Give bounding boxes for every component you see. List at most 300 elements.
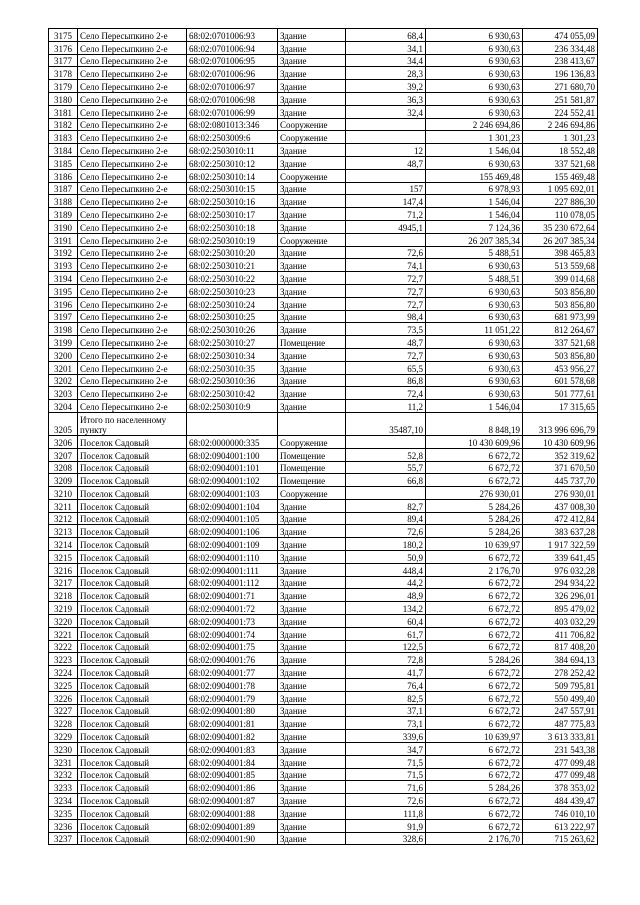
table-row (49, 627, 598, 640)
settlement-cell: Поселок Садовый (78, 717, 187, 730)
unit-value-cell: 1 546,04 (426, 208, 523, 221)
row-number-cell: 3187 (49, 182, 78, 195)
table-row (49, 730, 598, 743)
unit-value-cell: 6 930,63 (426, 284, 523, 297)
unit-value-cell: 6 672,72 (426, 551, 523, 564)
settlement-cell: Село Пересыпкино 2-е (78, 361, 187, 374)
area-cell (346, 233, 426, 246)
row-number-cell: 3175 (49, 29, 78, 42)
area-cell: 28,3 (346, 67, 426, 80)
unit-value-cell: 10 430 609,96 (426, 435, 523, 448)
cadastral-value-cell: 278 252,42 (523, 666, 598, 679)
table-row (49, 195, 598, 208)
settlement-cell: Село Пересыпкино 2-е (78, 92, 187, 105)
cadastral-number-cell: 68:02:0701006:97 (187, 80, 278, 93)
cadastral-value-cell: 384 694,13 (523, 653, 598, 666)
cadastral-value-cell: 236 334,48 (523, 41, 598, 54)
cadastral-value-cell: 251 581,87 (523, 92, 598, 105)
cadastral-value-cell: 403 032,29 (523, 615, 598, 628)
cadastral-value-cell: 238 413,67 (523, 54, 598, 67)
table-row (49, 323, 598, 336)
object-type-cell: Здание (278, 156, 346, 169)
settlement-cell: Село Пересыпкино 2-е (78, 29, 187, 42)
cadastral-number-cell: 68:02:2503010:20 (187, 246, 278, 259)
settlement-cell: Село Пересыпкино 2-е (78, 374, 187, 387)
unit-value-cell: 5 284,26 (426, 653, 523, 666)
row-number-cell: 3202 (49, 374, 78, 387)
settlement-cell: Село Пересыпкино 2-е (78, 387, 187, 400)
unit-value-cell: 5 488,51 (426, 272, 523, 285)
unit-value-cell: 6 930,63 (426, 67, 523, 80)
table-row (49, 336, 598, 349)
table-row (49, 348, 598, 361)
area-cell: 328,6 (346, 832, 426, 845)
cadastral-value-cell: 601 578,68 (523, 374, 598, 387)
area-cell (346, 169, 426, 182)
area-cell: 339,6 (346, 730, 426, 743)
area-cell: 72,7 (346, 272, 426, 285)
row-number-cell: 3193 (49, 259, 78, 272)
object-type-cell: Здание (278, 144, 346, 157)
table-row (49, 538, 598, 551)
unit-value-cell: 6 672,72 (426, 794, 523, 807)
row-number-cell: 3195 (49, 284, 78, 297)
settlement-cell: Поселок Садовый (78, 487, 187, 500)
table-row (49, 653, 598, 666)
table-row (49, 525, 598, 538)
unit-value-cell: 10 639,97 (426, 730, 523, 743)
cadastral-number-cell: 68:02:0904001:85 (187, 768, 278, 781)
area-cell: 4945,1 (346, 220, 426, 233)
table-row (49, 448, 598, 461)
cadastral-number-cell: 68:02:0904001:83 (187, 743, 278, 756)
table-row (49, 576, 598, 589)
row-number-cell: 3217 (49, 576, 78, 589)
unit-value-cell: 10 639,97 (426, 538, 523, 551)
object-type-cell: Здание (278, 615, 346, 628)
area-cell: 44,2 (346, 576, 426, 589)
cadastral-value-cell: 474 055,09 (523, 29, 598, 42)
cadastral-number-cell: 68:02:0904001:71 (187, 589, 278, 602)
area-cell: 32,4 (346, 105, 426, 118)
unit-value-cell: 6 930,63 (426, 54, 523, 67)
area-cell: 86,8 (346, 374, 426, 387)
area-cell: 68,4 (346, 29, 426, 42)
settlement-cell: Село Пересыпкино 2-е (78, 54, 187, 67)
table-row (49, 297, 598, 310)
table-row (49, 704, 598, 717)
settlement-cell: Поселок Садовый (78, 525, 187, 538)
cadastral-value-cell: 613 222,97 (523, 819, 598, 832)
table-row (49, 105, 598, 118)
area-cell: 34,4 (346, 54, 426, 67)
object-type-cell: Здание (278, 361, 346, 374)
area-cell: 36,3 (346, 92, 426, 105)
unit-value-cell: 6 672,72 (426, 717, 523, 730)
object-type-cell: Здание (278, 323, 346, 336)
row-number-cell: 3199 (49, 336, 78, 349)
area-cell: 12 (346, 144, 426, 157)
unit-value-cell: 6 672,72 (426, 679, 523, 692)
area-cell: 91,9 (346, 819, 426, 832)
cadastral-value-cell: 276 930,01 (523, 487, 598, 500)
cadastral-number-cell: 68:02:0904001:84 (187, 755, 278, 768)
area-cell: 72,8 (346, 653, 426, 666)
area-cell (346, 487, 426, 500)
object-type-cell: Здание (278, 208, 346, 221)
cadastral-number-cell: 68:02:2503010:18 (187, 220, 278, 233)
cadastral-value-cell: 3 613 333,81 (523, 730, 598, 743)
cadastral-value-cell: 155 469,48 (523, 169, 598, 182)
unit-value-cell: 6 672,72 (426, 448, 523, 461)
row-number-cell: 3197 (49, 310, 78, 323)
cadastral-value-cell: 487 775,83 (523, 717, 598, 730)
area-cell: 71,6 (346, 781, 426, 794)
unit-value-cell: 6 978,93 (426, 182, 523, 195)
object-type-cell: Здание (278, 755, 346, 768)
row-number-cell: 3216 (49, 563, 78, 576)
unit-value-cell: 6 930,63 (426, 92, 523, 105)
unit-value-cell: 276 930,01 (426, 487, 523, 500)
area-cell: 74,1 (346, 259, 426, 272)
cadastral-value-cell: 18 552,48 (523, 144, 598, 157)
area-cell: 157 (346, 182, 426, 195)
area-cell: 180,2 (346, 538, 426, 551)
table-row (49, 666, 598, 679)
cadastral-value-cell: 224 552,41 (523, 105, 598, 118)
row-number-cell: 3206 (49, 435, 78, 448)
cadastral-value-cell: 550 499,40 (523, 691, 598, 704)
cadastral-number-cell: 68:02:0000000:335 (187, 435, 278, 448)
table-row (49, 361, 598, 374)
row-number-cell: 3186 (49, 169, 78, 182)
settlement-cell: Село Пересыпкино 2-е (78, 323, 187, 336)
settlement-cell: Село Пересыпкино 2-е (78, 259, 187, 272)
row-number-cell: 3181 (49, 105, 78, 118)
table-row (49, 169, 598, 182)
cadastral-number-cell: 68:02:2503010:25 (187, 310, 278, 323)
cadastral-value-cell: 681 973,99 (523, 310, 598, 323)
object-type-cell: Сооружение (278, 487, 346, 500)
object-type-cell: Здание (278, 272, 346, 285)
unit-value-cell: 6 930,63 (426, 361, 523, 374)
cadastral-value-cell: 746 010,10 (523, 807, 598, 820)
table-row (49, 67, 598, 80)
object-type-cell: Здание (278, 743, 346, 756)
area-cell: 71,2 (346, 208, 426, 221)
object-type-cell: Сооружение (278, 169, 346, 182)
settlement-cell: Село Пересыпкино 2-е (78, 400, 187, 413)
unit-value-cell: 6 930,63 (426, 29, 523, 42)
object-type-cell (278, 412, 346, 435)
table-row (49, 563, 598, 576)
unit-value-cell: 6 672,72 (426, 576, 523, 589)
row-number-cell: 3235 (49, 807, 78, 820)
row-number-cell: 3230 (49, 743, 78, 756)
settlement-cell: Село Пересыпкино 2-е (78, 80, 187, 93)
cadastral-number-cell: 68:02:0904001:103 (187, 487, 278, 500)
row-number-cell: 3179 (49, 80, 78, 93)
table-row (49, 41, 598, 54)
settlement-cell: Село Пересыпкино 2-е (78, 297, 187, 310)
settlement-cell: Село Пересыпкино 2-е (78, 310, 187, 323)
cadastral-number-cell: 68:02:2503010:36 (187, 374, 278, 387)
cadastral-value-cell: 1 095 692,01 (523, 182, 598, 195)
cadastral-number-cell: 68:02:0904001:109 (187, 538, 278, 551)
row-number-cell: 3183 (49, 131, 78, 144)
area-cell: 72,6 (346, 794, 426, 807)
unit-value-cell: 6 672,72 (426, 615, 523, 628)
area-cell: 89,4 (346, 512, 426, 525)
row-number-cell: 3208 (49, 461, 78, 474)
object-type-cell: Здание (278, 195, 346, 208)
cadastral-value-cell: 247 557,91 (523, 704, 598, 717)
cadastral-value-table (48, 28, 598, 845)
area-cell: 65,5 (346, 361, 426, 374)
cadastral-value-cell: 509 795,81 (523, 679, 598, 692)
row-number-cell: 3224 (49, 666, 78, 679)
row-number-cell: 3232 (49, 768, 78, 781)
area-cell: 34,1 (346, 41, 426, 54)
row-number-cell: 3228 (49, 717, 78, 730)
settlement-cell: Поселок Садовый (78, 499, 187, 512)
cadastral-value-cell: 2 246 694,86 (523, 118, 598, 131)
cadastral-number-cell: 68:02:0904001:73 (187, 615, 278, 628)
unit-value-cell: 6 672,72 (426, 704, 523, 717)
unit-value-cell: 6 930,63 (426, 156, 523, 169)
object-type-cell: Здание (278, 794, 346, 807)
table-row (49, 310, 598, 323)
cadastral-number-cell: 68:02:0904001:75 (187, 640, 278, 653)
settlement-cell: Село Пересыпкино 2-е (78, 336, 187, 349)
unit-value-cell: 6 930,63 (426, 348, 523, 361)
unit-value-cell: 6 930,63 (426, 80, 523, 93)
object-type-cell: Здание (278, 259, 346, 272)
object-type-cell: Здание (278, 691, 346, 704)
row-number-cell: 3223 (49, 653, 78, 666)
cadastral-number-cell: 68:02:0904001:102 (187, 474, 278, 487)
object-type-cell: Здание (278, 54, 346, 67)
table-row (49, 602, 598, 615)
object-type-cell: Здание (278, 80, 346, 93)
object-type-cell: Помещение (278, 448, 346, 461)
settlement-cell: Поселок Садовый (78, 563, 187, 576)
object-type-cell: Здание (278, 29, 346, 42)
unit-value-cell: 6 930,63 (426, 105, 523, 118)
settlement-cell: Поселок Садовый (78, 576, 187, 589)
object-type-cell: Здание (278, 348, 346, 361)
object-type-cell: Здание (278, 807, 346, 820)
unit-value-cell: 6 672,72 (426, 819, 523, 832)
settlement-cell: Село Пересыпкино 2-е (78, 246, 187, 259)
table-row (49, 819, 598, 832)
settlement-cell: Поселок Садовый (78, 640, 187, 653)
object-type-cell: Сооружение (278, 233, 346, 246)
row-number-cell: 3219 (49, 602, 78, 615)
cadastral-number-cell: 68:02:2503010:27 (187, 336, 278, 349)
area-cell: 72,7 (346, 284, 426, 297)
unit-value-cell: 5 488,51 (426, 246, 523, 259)
object-type-cell: Здание (278, 576, 346, 589)
cadastral-value-cell: 976 032,28 (523, 563, 598, 576)
settlement-cell: Поселок Садовый (78, 691, 187, 704)
settlement-cell: Поселок Садовый (78, 615, 187, 628)
unit-value-cell: 2 246 694,86 (426, 118, 523, 131)
area-cell: 35487,10 (346, 412, 426, 435)
row-number-cell: 3190 (49, 220, 78, 233)
area-cell: 50,9 (346, 551, 426, 564)
cadastral-number-cell: 68:02:2503010:35 (187, 361, 278, 374)
cadastral-value-cell: 715 263,62 (523, 832, 598, 845)
object-type-cell: Здание (278, 400, 346, 413)
cadastral-number-cell: 68:02:2503010:11 (187, 144, 278, 157)
cadastral-value-cell: 26 207 385,34 (523, 233, 598, 246)
table-row (49, 679, 598, 692)
unit-value-cell: 1 546,04 (426, 144, 523, 157)
object-type-cell: Здание (278, 602, 346, 615)
cadastral-number-cell: 68:02:2503010:15 (187, 182, 278, 195)
table-row (49, 512, 598, 525)
cadastral-value-cell: 337 521,68 (523, 336, 598, 349)
row-number-cell: 3200 (49, 348, 78, 361)
settlement-cell: Поселок Садовый (78, 512, 187, 525)
object-type-cell: Здание (278, 105, 346, 118)
cadastral-number-cell: 68:02:0801013:346 (187, 118, 278, 131)
area-cell: 37,1 (346, 704, 426, 717)
cadastral-value-cell: 196 136,83 (523, 67, 598, 80)
table-row (49, 400, 598, 413)
object-type-cell: Здание (278, 525, 346, 538)
table-row (49, 92, 598, 105)
area-cell: 66,8 (346, 474, 426, 487)
cadastral-value-cell: 817 408,20 (523, 640, 598, 653)
object-type-cell: Здание (278, 768, 346, 781)
cadastral-value-cell: 227 886,30 (523, 195, 598, 208)
cadastral-number-cell: 68:02:2503010:24 (187, 297, 278, 310)
object-type-cell: Здание (278, 832, 346, 845)
object-type-cell: Здание (278, 512, 346, 525)
cadastral-number-cell: 68:02:0904001:112 (187, 576, 278, 589)
row-number-cell: 3184 (49, 144, 78, 157)
row-number-cell: 3178 (49, 67, 78, 80)
row-number-cell: 3234 (49, 794, 78, 807)
table-row (49, 832, 598, 845)
row-number-cell: 3225 (49, 679, 78, 692)
row-number-cell: 3189 (49, 208, 78, 221)
cadastral-number-cell: 68:02:2503010:12 (187, 156, 278, 169)
table-row (49, 246, 598, 259)
settlement-cell: Село Пересыпкино 2-е (78, 118, 187, 131)
cadastral-value-cell: 503 856,80 (523, 348, 598, 361)
cadastral-number-cell: 68:02:2503010:26 (187, 323, 278, 336)
object-type-cell: Помещение (278, 474, 346, 487)
unit-value-cell: 6 930,63 (426, 374, 523, 387)
row-number-cell: 3196 (49, 297, 78, 310)
table-row (49, 259, 598, 272)
settlement-cell: Поселок Садовый (78, 474, 187, 487)
settlement-total-row (49, 412, 598, 435)
unit-value-cell: 8 848,19 (426, 412, 523, 435)
table-row (49, 755, 598, 768)
table-row (49, 487, 598, 500)
cadastral-value-cell: 17 315,65 (523, 400, 598, 413)
cadastral-value-cell: 895 479,02 (523, 602, 598, 615)
area-cell: 73,1 (346, 717, 426, 730)
unit-value-cell: 6 672,72 (426, 807, 523, 820)
settlement-cell: Поселок Садовый (78, 461, 187, 474)
table-row (49, 220, 598, 233)
settlement-cell: Поселок Садовый (78, 755, 187, 768)
table-row (49, 387, 598, 400)
cadastral-number-cell (187, 412, 278, 435)
table-row (49, 118, 598, 131)
settlement-cell: Поселок Садовый (78, 832, 187, 845)
cadastral-number-cell: 68:02:0904001:110 (187, 551, 278, 564)
object-type-cell: Здание (278, 499, 346, 512)
cadastral-number-cell: 68:02:0701006:98 (187, 92, 278, 105)
settlement-cell: Село Пересыпкино 2-е (78, 182, 187, 195)
unit-value-cell: 1 546,04 (426, 195, 523, 208)
table-row (49, 272, 598, 285)
area-cell (346, 435, 426, 448)
row-number-cell: 3226 (49, 691, 78, 704)
area-cell: 73,5 (346, 323, 426, 336)
row-number-cell: 3227 (49, 704, 78, 717)
cadastral-value-cell: 513 559,68 (523, 259, 598, 272)
cadastral-number-cell: 68:02:2503010:9 (187, 400, 278, 413)
unit-value-cell: 6 930,63 (426, 387, 523, 400)
cadastral-number-cell: 68:02:2503010:34 (187, 348, 278, 361)
cadastral-number-cell: 68:02:0701006:95 (187, 54, 278, 67)
cadastral-value-cell: 35 230 672,64 (523, 220, 598, 233)
object-type-cell: Здание (278, 182, 346, 195)
table-row (49, 551, 598, 564)
settlement-cell: Поселок Садовый (78, 627, 187, 640)
row-number-cell: 3188 (49, 195, 78, 208)
table-row (49, 807, 598, 820)
unit-value-cell: 6 930,63 (426, 41, 523, 54)
settlement-cell: Село Пересыпкино 2-е (78, 67, 187, 80)
cadastral-value-cell: 411 706,82 (523, 627, 598, 640)
area-cell: 134,2 (346, 602, 426, 615)
area-cell: 448,4 (346, 563, 426, 576)
object-type-cell: Сооружение (278, 118, 346, 131)
table-row (49, 499, 598, 512)
area-cell: 52,8 (346, 448, 426, 461)
cadastral-value-cell: 294 934,22 (523, 576, 598, 589)
cadastral-value-cell: 501 777,61 (523, 387, 598, 400)
settlement-cell: Поселок Садовый (78, 435, 187, 448)
object-type-cell: Здание (278, 67, 346, 80)
cadastral-number-cell: 68:02:2503010:42 (187, 387, 278, 400)
settlement-cell: Село Пересыпкино 2-е (78, 156, 187, 169)
object-type-cell: Здание (278, 551, 346, 564)
table-row (49, 794, 598, 807)
object-type-cell: Здание (278, 589, 346, 602)
object-type-cell: Здание (278, 666, 346, 679)
unit-value-cell: 6 672,72 (426, 666, 523, 679)
cadastral-number-cell: 68:02:0904001:77 (187, 666, 278, 679)
row-number-cell: 3191 (49, 233, 78, 246)
unit-value-cell: 7 124,36 (426, 220, 523, 233)
cadastral-value-cell: 484 439,47 (523, 794, 598, 807)
settlement-cell: Село Пересыпкино 2-е (78, 131, 187, 144)
row-number-cell: 3213 (49, 525, 78, 538)
cadastral-number-cell: 68:02:0904001:87 (187, 794, 278, 807)
area-cell: 72,6 (346, 525, 426, 538)
cadastral-number-cell: 68:02:0701006:96 (187, 67, 278, 80)
object-type-cell: Здание (278, 310, 346, 323)
